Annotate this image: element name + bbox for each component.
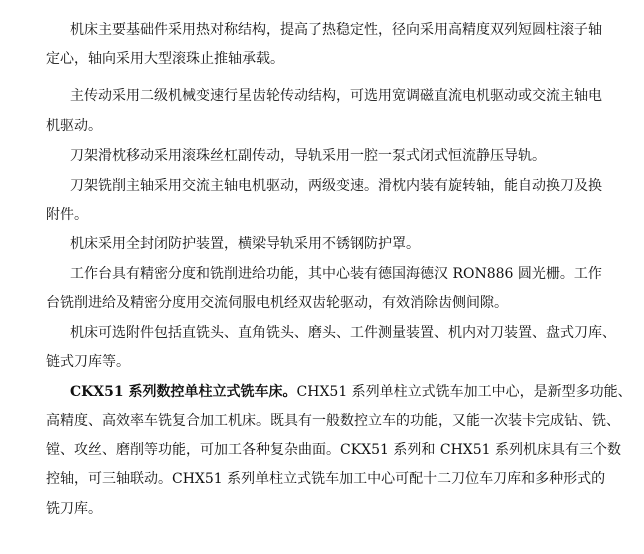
paragraph-4-line-2: 附件。 <box>46 207 88 223</box>
paragraph-7-line-1: 机床可选附件包括直铣头、直角铣头、磨头、工件测量装置、机内对刀装置、盘式刀库、 <box>70 325 616 341</box>
paragraph-8-line-1-text: CHX51 系列单柱立式铣车加工中心，是新型多功能、 <box>296 384 632 400</box>
paragraph-3-line-1: 刀架滑枕移动采用滚珠丝杠副传动，导轨采用一腔一泵式闭式恒流静压导轨。 <box>70 148 546 164</box>
paragraph-8-line-2: 高精度、高效率车铣复合加工机床。既具有一般数控立车的功能，又能一次装卡完成钻、铣、 <box>46 413 620 429</box>
paragraph-2-line-2: 机驱动。 <box>46 118 102 134</box>
paragraph-8-line-1 <box>70 380 632 404</box>
paragraph-8-line-4: 控轴，可三轴联动。CHX51 系列单柱立式铣车加工中心可配十二刀位车刀库和多种形式的 <box>46 471 606 487</box>
paragraph-7-line-2: 链式刀库等。 <box>46 354 130 370</box>
paragraph-2-line-1: 主传动采用二级机械变速行星齿轮传动结构，可选用宽调磁直流电机驱动或交流主轴电 <box>70 88 602 104</box>
paragraph-1-line-2: 定心，轴向采用大型滚珠止推轴承载。 <box>46 51 284 67</box>
paragraph-4-line-1: 刀架铣削主轴采用交流主轴电机驱动，两级变速。滑枕内装有旋转轴，能自动换刀及换 <box>70 178 602 194</box>
paragraph-5-line-1: 机床采用全封闭防护装置，横梁导轨采用不锈钢防护罩。 <box>70 236 420 252</box>
paragraph-8-bold-lead: CKX51 系列数控单柱立式铣车床。 <box>70 384 297 400</box>
paragraph-8-line-5: 铣刀库。 <box>46 501 102 517</box>
paragraph-6-line-1: 工作台具有精密分度和铣削进给功能，其中心装有德国海德汉 RON886 圆光栅。工作 <box>70 266 602 282</box>
paragraph-8-line-3: 镗、攻丝、磨削等功能，可加工各种复杂曲面。CKX51 系列和 CHX51 系列机床具有三个数 <box>46 442 622 458</box>
paragraph-6-line-2: 台铣削进给及精密分度用交流伺服电机经双齿轮驱动，有效消除齿侧间隙。 <box>46 295 508 311</box>
paragraph-1-line-1: 机床主要基础件采用热对称结构，提高了热稳定性，径向采用高精度双列短圆柱滚子轴 <box>70 22 602 38</box>
